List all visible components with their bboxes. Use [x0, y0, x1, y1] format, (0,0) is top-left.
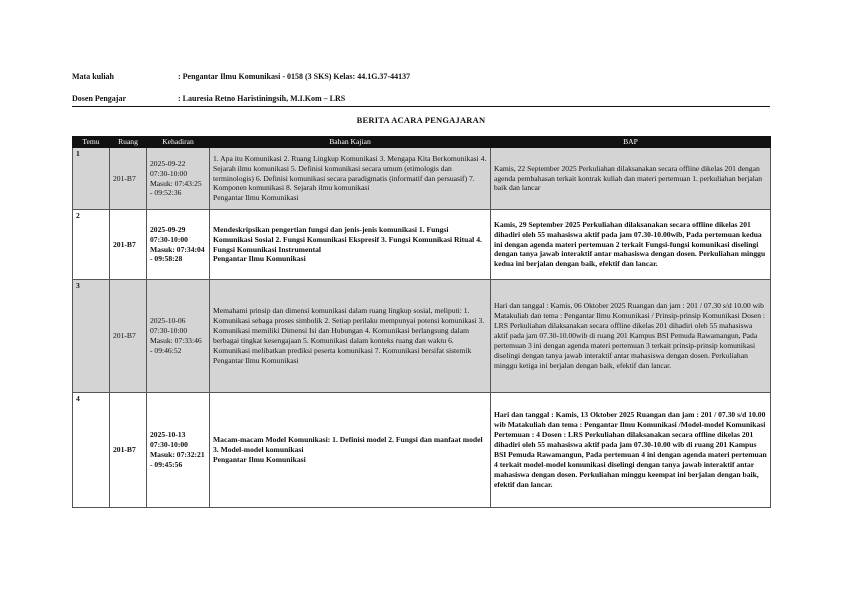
bap-table — [72, 136, 771, 508]
col-header-kehadiran: Kehadiran — [147, 137, 210, 148]
header-divider — [72, 106, 770, 107]
table-row — [73, 148, 771, 210]
col-header-bap: BAP — [491, 137, 771, 148]
ruang-cell: 201-B7 — [110, 148, 147, 210]
ruang-cell: 201-B7 — [110, 280, 147, 393]
kehadiran-cell: 2025-10-13 07:30-10:00 Masuk: 07:32:21 - 09:45:56 — [147, 393, 210, 508]
mata-kuliah-name: Pengantar Ilmu Komunikasi — [213, 193, 299, 203]
dosen-label: Dosen Pengajar — [72, 94, 126, 103]
bahan-kajian-text: Memahami prinsip dan dimensi komunikasi dalam ruang lingkup sosial, meliputi: 1. Komunikasi sebaga proses simbolik 2. Setiap perilaku mempunyai potensi komunikasi 3. Komunikasi memiliki Dimensi Isi dan Hubungan 4. Komunikasi berlangsung dalam berbagai tingkat kesengajaan 5. Komunikasi dalam konteks ruang dan waktu 6. Komunikasi melibatkan prediksi peserta komunikasi 7. Komunikasi bersifat sistemik — [213, 306, 485, 355]
mata-kuliah-label: Mata kuliah — [72, 72, 115, 81]
mata-kuliah-value: : Pengantar Ilmu Komunikasi - 0158 (3 SKS) Kelas: 44.1G.37-44137 — [178, 72, 411, 81]
dosen-value: : Lauresia Retno Haristiningsih, M.I.Kom – LRS — [178, 94, 346, 103]
bahan-kajian-cell — [210, 148, 491, 210]
kehadiran-cell: 2025-09-22 07:30-10:00 Masuk: 07:43:25 - 09:52:36 — [147, 148, 210, 210]
temu-cell: 2 — [73, 210, 110, 280]
table-row — [73, 210, 771, 280]
temu-cell: 4 — [73, 393, 110, 508]
bap-cell: Hari dan tanggal : Kamis, 06 Oktober 2025 Ruangan dan jam : 201 / 07.30 s/d 10.00 wib Matakuliah dan tema : Pengantar Ilmu Komunikasi / Prinsip-prinsip Komunikasi Dosen : LRS Perkuliahan dilaksanakan secara offline dikelas 201 dihadiri oleh 55 mahasiswa aktif pada jam 07.30-10.00wib di ruang 201 Kampus BSI Pemuda Rawamangun, Pada pertemuan 3 ini dengan agenda materi pertemuan 3 terkait prinsip-prinsip komunikasi diselingi dengan tanya jawab interaktif antar mahasiswa dengan dosen. Perkuliahan minggu ketiga ini berjalan dengan baik, efektif dan lancar. — [491, 280, 771, 393]
bahan-kajian-text: Mendeskripsikan pengertian fungsi dan jenis-jenis komunikasi 1. Fungsi Komunikasi Sosial 2. Fungsi Komunikasi Ekspresif 3. Fungsi Komunikasi Ritual 4. Fungsi Komunikasi Instrumental — [213, 224, 482, 254]
kehadiran-cell: 2025-09-29 07:30-10:00 Masuk: 07:34:04 - 09:58:28 — [147, 210, 210, 280]
temu-cell: 1 — [73, 148, 110, 210]
kehadiran-cell: 2025-10-06 07:30-10:00 Masuk: 07:33:46 - 09:46:52 — [147, 280, 210, 393]
table-row — [73, 280, 771, 393]
ruang-cell: 201-B7 — [110, 210, 147, 280]
mata-kuliah-name: Pengantar Ilmu Komunikasi — [213, 254, 306, 264]
mata-kuliah-name: Pengantar Ilmu Komunikasi — [213, 454, 306, 464]
temu-cell: 3 — [73, 280, 110, 393]
mata-kuliah-row — [72, 72, 410, 81]
col-header-ruang: Ruang — [110, 137, 147, 148]
bap-cell: Kamis, 29 September 2025 Perkuliahan dilaksanakan secara offline dikelas 201 dihadiri oleh 55 mahasiswa aktif pada jam 07.30-10.00wib, Pada pertemuan kedua ini dengan agenda materi pertemuan 2 terkait Fungsi-fungsi komunikasi diselingi dengan tanya jawab interaktif antar mahasiswa dengan dosen. Perkuliahan minggu kedua ini berjalan dengan baik, efektif dan lancar. — [491, 210, 771, 280]
ruang-cell: 201-B7 — [110, 393, 147, 508]
bahan-kajian-text: 1. Apa itu Komunikasi 2. Ruang Lingkup Komunikasi 3. Mengapa Kita Berkomunikasi 4. Sejarah ilmu komunikasi 5. Definisi komunikasi secara umum (etimologis dan terminologis) 6. Definisi komunikasi secara paradigmatis (informatif dan persuasif) 7. Komponen komunikasi 8. Sejarah ilmu komunikasi — [213, 153, 487, 193]
bahan-kajian-cell — [210, 280, 491, 393]
bap-cell: Kamis, 22 September 2025 Perkuliahan dilaksanakan secara offline dikelas 201 dengan agenda pembahasan terkait kontrak kuliah dan materi pertemuan 1. perkuliahan berjalan baik dan lancar — [491, 148, 771, 210]
dosen-row — [72, 94, 345, 103]
table-header-row — [73, 137, 771, 148]
mata-kuliah-name: Pengantar Ilmu Komunikasi — [213, 355, 299, 365]
col-header-bahan-kajian: Bahan Kajian — [210, 137, 491, 148]
col-header-temu: Temu — [73, 137, 110, 148]
bap-cell: Hari dan tanggal : Kamis, 13 Oktober 2025 Ruangan dan jam : 201 / 07.30 s/d 10.00 wib Matakuliah dan tema : Pengantar Ilmu Komunikasi /Model-model Komunikasi Pertemuan : 4 Dosen : LRS Perkuliahan dilaksanakan secara offline dikelas 201 dihadiri oleh 55 mahasiswa aktif pada jam 07.30-10.00 wib di ruang 201 Kampus BSI Pemuda Rawamangun, Pada pertemuan 4 ini dengan agenda materi pertemuan 4 terkait model-model komunikasi diselingi dengan tanya jawab interaktif antar mahasiswa dengan dosen. Perkuliahan minggu keempat ini berjalan dengan baik, efektif dan lancar. — [491, 393, 771, 508]
table-row — [73, 393, 771, 508]
bahan-kajian-cell — [210, 393, 491, 508]
bahan-kajian-cell — [210, 210, 491, 280]
bahan-kajian-text: Macam-macam Model Komunikasi: 1. Definisi model 2. Fungsi dan manfaat model 3. Model-model komunikasi — [213, 435, 483, 455]
document-title: BERITA ACARA PENGAJARAN — [356, 115, 486, 125]
